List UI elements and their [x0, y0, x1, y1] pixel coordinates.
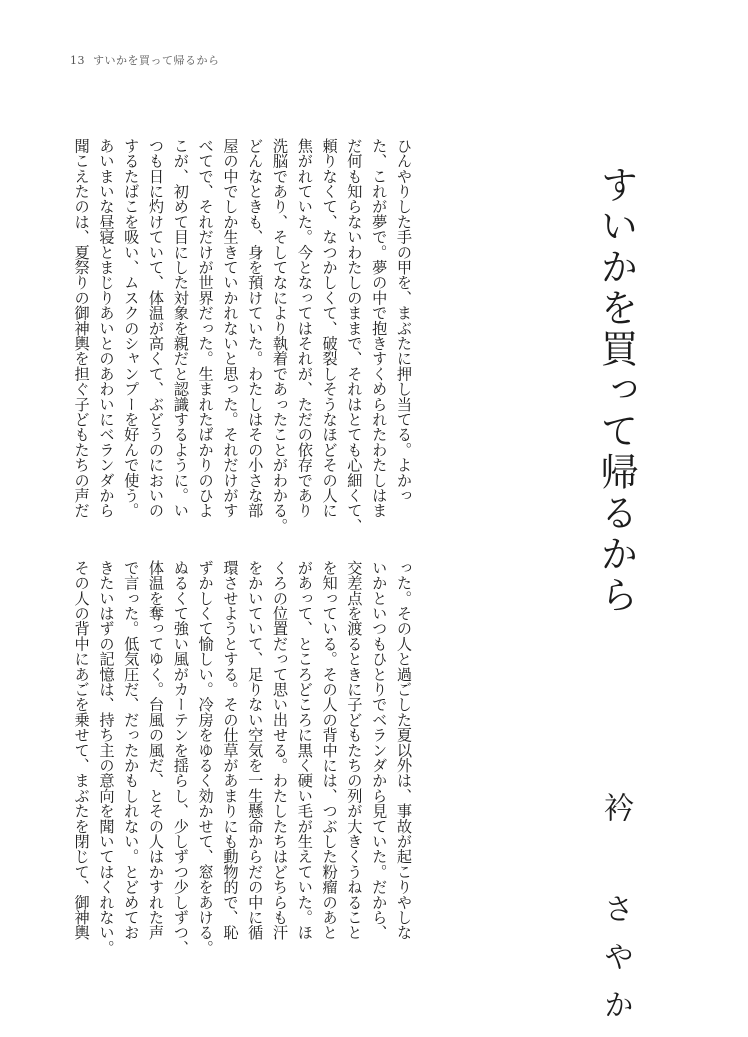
text-column: その人の背中にあごを乗せて、まぶたを閉じて、御神輿 [72, 560, 91, 940]
body-text-upper [56, 138, 416, 534]
body-text-lower [56, 560, 416, 980]
text-column: だ何も知らないわたしのままで、それはとても心細くて、 [345, 138, 364, 534]
text-column: こが、初めて目にした対象を親だと認識するように。い [171, 138, 190, 518]
text-column: べてで、それだけが世界だった。生まれたばかりのひよ [196, 138, 215, 518]
text-column: 頼りなくて、なつかしくて、破裂しそうなほどその人に [320, 138, 339, 518]
author-name: 衿 さやか [598, 792, 633, 1037]
text-column: ずかしくて愉しい。冷房をゆるく効かせて、窓をあける。 [196, 560, 215, 956]
text-column: くろの位置だって思い出せる。わたしたちはどちらも汗 [271, 560, 290, 940]
text-column: 焦がれていた。今となってはそれが、ただの依存であり [295, 138, 314, 518]
running-title: すいかを買って帰るから [93, 54, 220, 67]
story-title: すいかを買って帰るから [594, 165, 638, 616]
text-column: ぬるくて強い風がカーテンを揺らし、少しずつ少しずつ、 [171, 560, 190, 956]
text-column: があって、ところどころに黒く硬い毛が生えていた。ほ [295, 560, 314, 940]
text-column: 体温を奪ってゆく。台風の風だ、とその人はかすれた声 [147, 560, 166, 940]
text-column: 環させようとする。その仕草があまりにも動物的で、恥 [221, 560, 240, 940]
text-column: 屋の中でしか生きていかれないと思った。それだけがす [221, 138, 240, 518]
text-column: きたいはずの記憶は、持ち主の意向を聞いてはくれない。 [97, 560, 116, 956]
running-header [70, 52, 220, 68]
text-column: 聞こえたのは、夏祭りの御神輿を担ぐ子どもたちの声だ [72, 138, 91, 518]
text-column: た、これが夢で。夢の中で抱きすくめられたわたしはま [370, 138, 389, 518]
text-column: ひんやりした手の甲を、まぶたに押し当てる。よかっ [395, 138, 413, 503]
page-number: 13 [70, 54, 85, 67]
text-column: を知っている。その人の背中には、つぶした粉瘤のあと [320, 560, 339, 940]
text-column: で言った。低気圧だ、だったかもしれない。とどめてお [122, 560, 141, 940]
text-column: つも日に灼けていて、体温が高くて、ぶどうのにおいの [147, 138, 166, 518]
text-column: 交差点を渡るときに子どもたちの列が大きくうねること [345, 560, 364, 940]
text-column: をかいていて、足りない空気を一生懸命からだの中に循 [246, 560, 265, 940]
text-column: った。その人と過ごした夏以外は、事故が起こりやしな [395, 560, 413, 940]
text-column: いかといつもひとりでベランダから見ていた。だから、 [370, 560, 389, 940]
text-column: どんなときも、身を預けていた。わたしはその小さな部 [246, 138, 265, 518]
text-column: するたばこを吸い、ムスクのシャンプーを好んで使う。 [122, 138, 141, 518]
text-column: 洗脳であり、そしてなにより執着であったことがわかる。 [271, 138, 290, 534]
text-column: あいまいな昼寝とまじりあいとのあわいにベランダから [97, 138, 116, 518]
